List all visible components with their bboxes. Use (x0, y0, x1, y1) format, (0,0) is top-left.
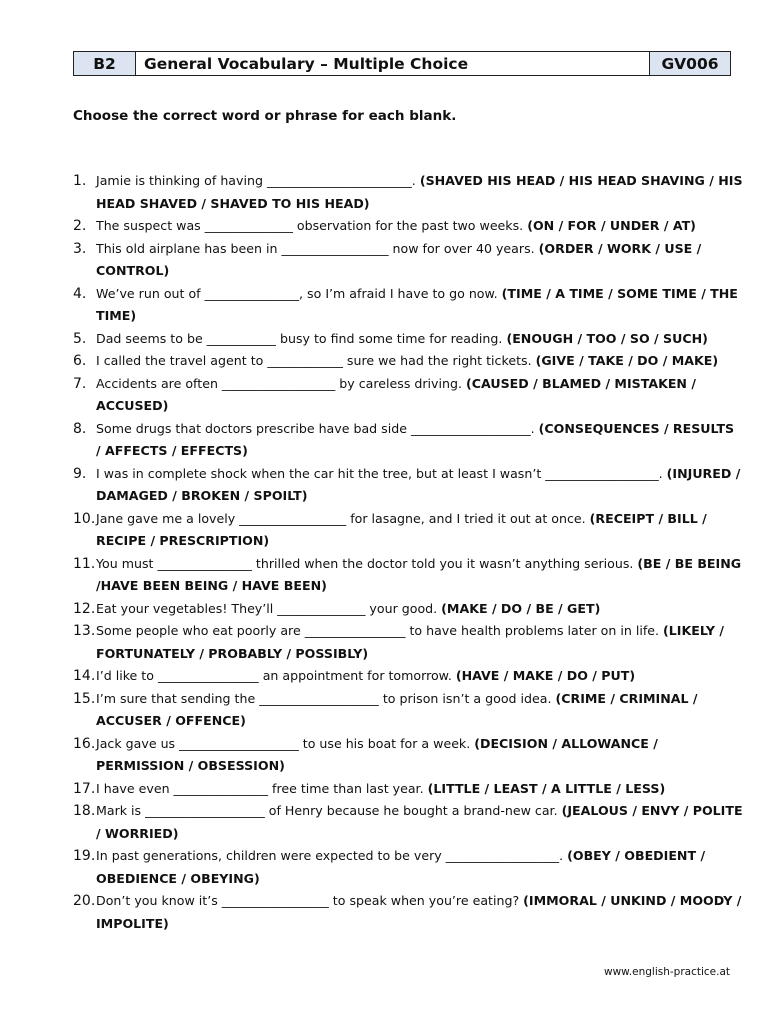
header-table (73, 51, 731, 76)
question-options: (ENOUGH / TOO / SO / SUCH) (506, 330, 708, 346)
question-item (73, 620, 743, 665)
question-options: (ORDER / WORK / USE / CONTROL) (96, 240, 702, 278)
level-badge: B2 (74, 52, 136, 76)
question-text: Eat your vegetables! They’ll ______________ your good. (96, 600, 438, 616)
question-number: 6. (73, 353, 87, 369)
question-options: (ON / FOR / UNDER / AT) (527, 218, 696, 233)
question-options: (GIVE / TAKE / DO / MAKE) (535, 353, 719, 368)
question-item (73, 553, 743, 598)
question-number: 15. (73, 690, 96, 707)
question-number: 19. (73, 848, 96, 864)
question-text: Mark is ___________________ of Henry because he bought a brand-new car. (96, 803, 558, 818)
question-options: (MAKE / DO / BE / GET) (441, 600, 601, 616)
question-number: 7. (73, 375, 87, 392)
question-options: (CONSEQUENCES / RESULTS / AFFECTS / EFFECTS) (96, 420, 735, 458)
question-options: (RECEIPT / BILL / RECIPE / PRESCRIPTION) (96, 510, 707, 548)
question-number: 9. (73, 465, 87, 482)
question-options: (IMMORAL / UNKIND / MOODY / IMPOLITE) (96, 893, 742, 931)
question-options: (CAUSED / BLAMED / MISTAKEN / ACCUSED) (96, 375, 696, 413)
question-item (73, 373, 743, 418)
question-item (73, 418, 743, 463)
question-text: I’m sure that sending the ___________________ to prison isn’t a good idea. (96, 690, 552, 706)
worksheet-title: General Vocabulary – Multiple Choice (136, 52, 650, 76)
question-item (73, 508, 743, 553)
question-item (73, 845, 743, 890)
question-item (73, 215, 743, 238)
question-options: (SHAVED HIS HEAD / HIS HEAD SHAVING / HIS HEAD SHAVED / SHAVED TO HIS HEAD) (96, 173, 743, 211)
question-text: We’ve run out of _______________, so I’m afraid I have to go now. (96, 285, 502, 301)
footer-url: www.english-practice.at (603, 966, 730, 978)
worksheet-code: GV006 (650, 52, 731, 76)
question-text: I’d like to ________________ an appointment for tomorrow. (96, 668, 452, 683)
question-number: 2. (73, 218, 87, 234)
question-options: (DECISION / ALLOWANCE / PERMISSION / OBSESSION) (96, 735, 658, 773)
question-text: This old airplane has been in _________________ now for over 40 years. (96, 240, 535, 256)
question-item (73, 170, 743, 215)
question-text: Some drugs that doctors prescribe have bad side ___________________. (96, 420, 535, 436)
question-text: You must _______________ thrilled when the doctor told you it wasn’t anything serious. (96, 555, 634, 571)
question-number: 1. (73, 173, 87, 189)
question-text: Don’t you know it’s _________________ to speak when you’re eating? (96, 893, 520, 908)
question-item (73, 598, 743, 621)
question-item (73, 328, 743, 351)
question-options: (OBEY / OBEDIENT / OBEDIENCE / OBEYING) (96, 848, 706, 886)
question-options: (LITTLE / LEAST / A LITTLE / LESS) (427, 780, 666, 796)
question-text: I was in complete shock when the car hit the tree, but at least I wasn’t __________________. (96, 465, 663, 481)
question-number: 16. (73, 735, 96, 752)
question-text: Dad seems to be ___________ busy to find some time for reading. (96, 330, 503, 346)
question-item (73, 890, 743, 935)
question-options: (JEALOUS / ENVY / POLITE / WORRIED) (96, 803, 743, 841)
question-text: Jane gave me a lovely _________________ for lasagne, and I tried it out at once. (96, 510, 586, 526)
question-text: I called the travel agent to ____________ sure we had the right tickets. (96, 353, 532, 368)
question-item (73, 463, 743, 508)
question-number: 8. (73, 420, 87, 437)
question-number: 14. (73, 668, 96, 684)
question-options: (LIKELY / FORTUNATELY / PROBABLY / POSSIBLY) (96, 623, 725, 661)
question-number: 20. (73, 893, 96, 909)
question-text: Jack gave us ___________________ to use his boat for a week. (96, 735, 471, 751)
question-text: Jamie is thinking of having _______________________. (96, 173, 416, 188)
question-number: 10. (73, 510, 96, 527)
question-item (73, 283, 743, 328)
question-text: Accidents are often __________________ by careless driving. (96, 375, 462, 391)
question-list (73, 170, 743, 935)
question-text: The suspect was ______________ observation for the past two weeks. (96, 218, 524, 233)
question-item (73, 778, 743, 801)
question-text: I have even _______________ free time than last year. (96, 780, 424, 796)
question-item (73, 800, 743, 845)
instructions: Choose the correct word or phrase for each blank. (73, 108, 457, 124)
question-item (73, 350, 743, 373)
question-number: 3. (73, 240, 87, 257)
question-item (73, 665, 743, 688)
question-options: (TIME / A TIME / SOME TIME / THE TIME) (96, 285, 738, 323)
question-item (73, 733, 743, 778)
question-item (73, 238, 743, 283)
question-number: 13. (73, 623, 96, 639)
question-number: 5. (73, 330, 87, 347)
question-number: 4. (73, 285, 87, 302)
question-options: (BE / BE BEING /HAVE BEEN BEING / HAVE BEEN) (96, 555, 742, 593)
question-options: (HAVE / MAKE / DO / PUT) (455, 668, 636, 683)
question-options: (CRIME / CRIMINAL / ACCUSER / OFFENCE) (96, 690, 698, 728)
question-number: 17. (73, 780, 96, 797)
question-number: 12. (73, 600, 96, 617)
question-text: Some people who eat poorly are ________________ to have health problems later on in life. (96, 623, 659, 638)
question-number: 18. (73, 803, 96, 819)
question-options: (INJURED / DAMAGED / BROKEN / SPOILT) (96, 465, 741, 503)
question-item (73, 688, 743, 733)
question-number: 11. (73, 555, 96, 572)
question-text: In past generations, children were expected to be very __________________. (96, 848, 564, 863)
